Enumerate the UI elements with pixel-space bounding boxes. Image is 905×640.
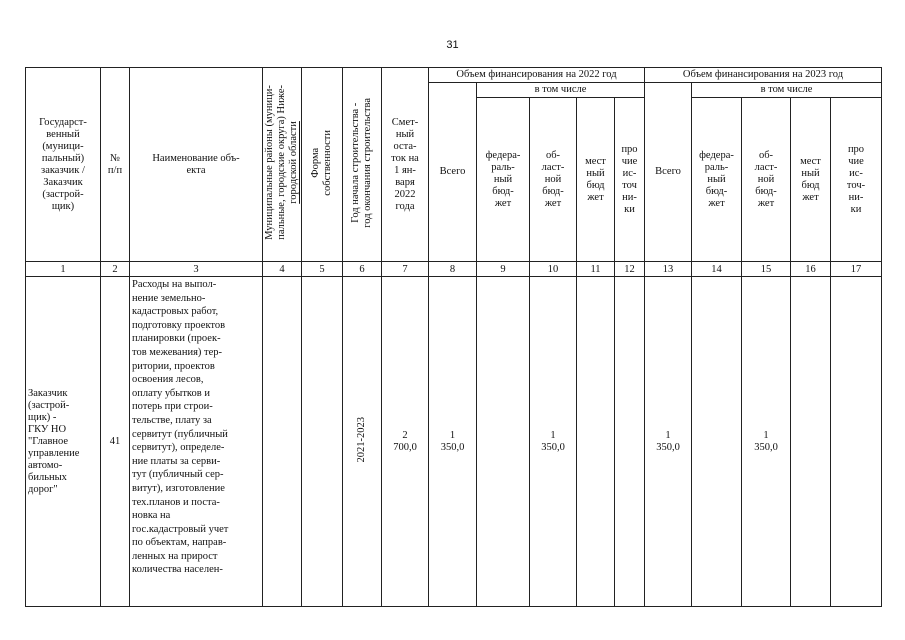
financing-table	[25, 67, 882, 607]
cell-districts	[263, 277, 302, 607]
cell-ownership	[302, 277, 343, 607]
header-local-2023: мест ный бюд жет	[791, 98, 831, 262]
column-number: 5	[302, 262, 343, 277]
column-number: 7	[382, 262, 429, 277]
column-number: 8	[429, 262, 477, 277]
header-incl-2023: в том числе	[692, 83, 882, 98]
cell-local-2022	[577, 277, 615, 607]
column-number: 10	[530, 262, 577, 277]
cell-num: 41	[101, 277, 130, 607]
header-districts-text: Муниципальные районы (муници- пальные, городские округа) Ниже-	[264, 85, 287, 240]
column-number: 17	[831, 262, 882, 277]
header-ownership	[302, 68, 343, 262]
header-years-text: Год начала строительства - год окончания строительства	[350, 97, 373, 228]
column-number: 6	[343, 262, 382, 277]
column-number: 15	[742, 262, 791, 277]
header-regional-2022: об- ласт- ной бюд- жет	[530, 98, 577, 262]
cell-estimate: 2 700,0	[382, 277, 429, 607]
table-row	[26, 277, 882, 607]
header-other-2023: про чие ис- точ- ни- ки	[831, 98, 882, 262]
page-number: 31	[446, 39, 459, 51]
cell-regional-2022: 1 350,0	[530, 277, 577, 607]
cell-other-2022	[615, 277, 645, 607]
column-number: 9	[477, 262, 530, 277]
column-number: 16	[791, 262, 831, 277]
cell-object: Расходы на выпол- нение земельно- кадастровых работ, подготовку проектов планировки (проек- тов межевания) тер- ритории, проектов освоения лесов, оплату убытков и потерь при строи- тельстве, плату за сервитут (публичный сервитут), определе- ние платы за серви- тут (публичный сер- витут), изготовление тех.планов и поста- новка на гос.кадастровый учет по объектам, направ- ленных на прирост количества населен-	[130, 277, 263, 607]
cell-years-text: 2021-2023	[356, 416, 367, 463]
header-incl-2022: в том числе	[477, 83, 645, 98]
column-number: 12	[615, 262, 645, 277]
cell-other-2023	[831, 277, 882, 607]
column-number: 2	[101, 262, 130, 277]
header-districts	[263, 68, 302, 262]
header-districts-underlined: городской области	[288, 121, 299, 204]
header-fin-2022: Объем финансирования на 2022 год	[429, 68, 645, 83]
header-object-name: Наименование объ- екта	[130, 68, 263, 262]
column-number: 13	[645, 262, 692, 277]
header-num: № п/п	[101, 68, 130, 262]
header-regional-2023: об- ласт- ной бюд- жет	[742, 98, 791, 262]
cell-years	[343, 277, 382, 607]
header-federal-2022: федера- раль- ный бюд- жет	[477, 98, 530, 262]
cell-total-2022: 1 350,0	[429, 277, 477, 607]
header-customer: Государст- венный (муници- пальный) заказчик / Заказчик (застрой- щик)	[26, 68, 101, 262]
header-years	[343, 68, 382, 262]
cell-total-2023: 1 350,0	[645, 277, 692, 607]
column-number: 4	[263, 262, 302, 277]
header-local-2022: мест ный бюд жет	[577, 98, 615, 262]
column-number: 1	[26, 262, 101, 277]
cell-federal-2023	[692, 277, 742, 607]
header-estimate: Смет- ный оста- ток на 1 ян- варя 2022 года	[382, 68, 429, 262]
header-total-2022: Всего	[429, 83, 477, 262]
column-number: 14	[692, 262, 742, 277]
column-number: 11	[577, 262, 615, 277]
cell-customer: Заказчик (застрой- щик) - ГКУ НО "Главное управление автомо- бильных дорог"	[26, 277, 101, 607]
column-number: 3	[130, 262, 263, 277]
header-ownership-text: Форма собственности	[310, 129, 333, 196]
header-other-2022: про чие ис- точ ни- ки	[615, 98, 645, 262]
cell-federal-2022	[477, 277, 530, 607]
cell-local-2023	[791, 277, 831, 607]
cell-regional-2023: 1 350,0	[742, 277, 791, 607]
header-total-2023: Всего	[645, 83, 692, 262]
header-federal-2023: федера- раль- ный бюд- жет	[692, 98, 742, 262]
header-fin-2023: Объем финансирования на 2023 год	[645, 68, 882, 83]
